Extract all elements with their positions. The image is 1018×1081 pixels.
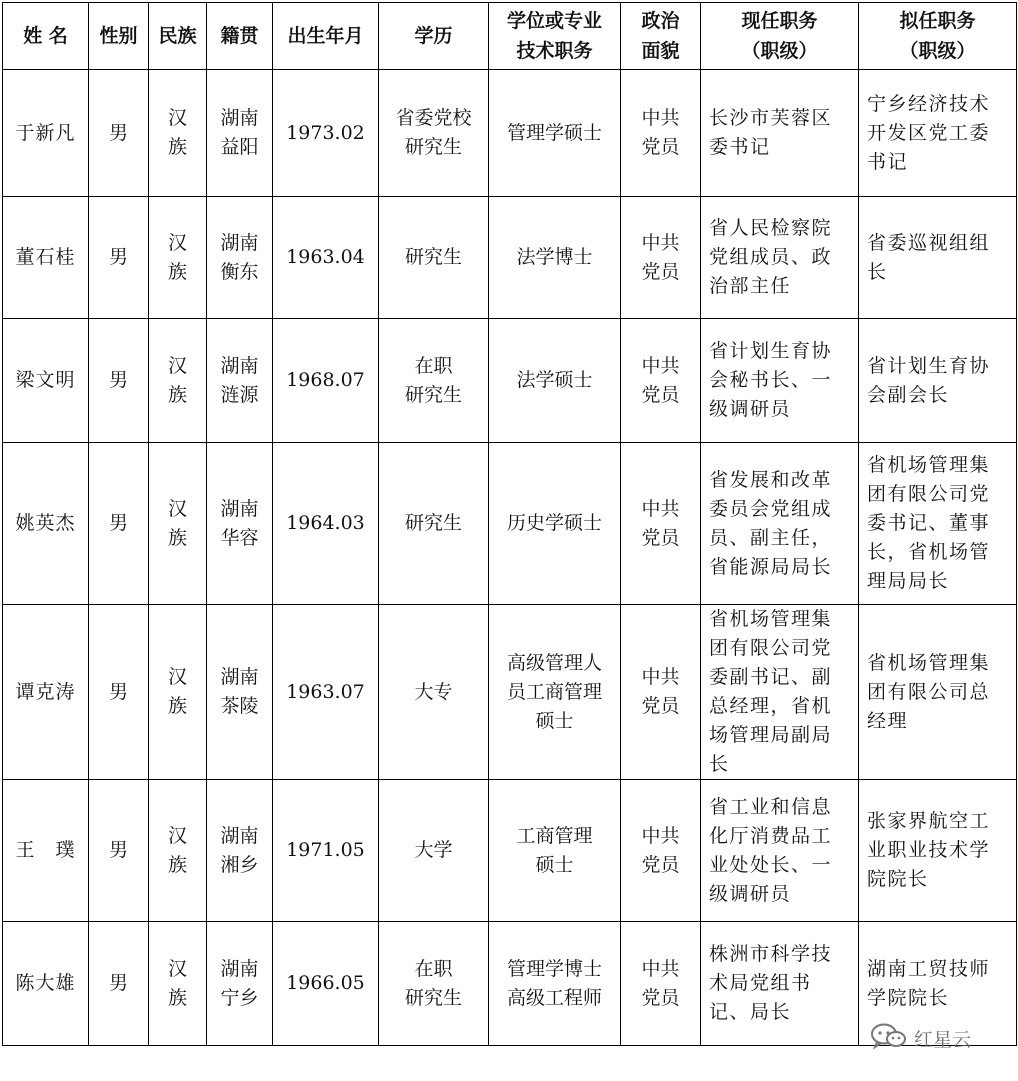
cell-education: 在职 研究生 (379, 922, 489, 1046)
table-row (3, 197, 1017, 319)
cell-current-position: 省计划生育协 会秘书长、一 级调研员 (701, 319, 859, 443)
cell-degree: 管理学硕士 (489, 70, 621, 197)
cell-party: 中共 党员 (621, 197, 701, 319)
cell-ethnicity: 汉 族 (149, 922, 207, 1046)
cell-origin: 湖南 茶陵 (207, 605, 273, 780)
cell-education: 大学 (379, 780, 489, 922)
cell-party: 中共 党员 (621, 319, 701, 443)
cell-gender: 男 (89, 443, 149, 605)
cell-party: 中共 党员 (621, 70, 701, 197)
table-row (3, 70, 1017, 197)
cell-ethnicity: 汉 族 (149, 605, 207, 780)
cell-birth: 1971.05 (273, 780, 379, 922)
header-current-position: 现任职务 （职级） (701, 3, 859, 70)
cell-party: 中共 党员 (621, 443, 701, 605)
cell-name: 王 璞 (3, 780, 89, 922)
cell-origin: 湖南 衡东 (207, 197, 273, 319)
cell-birth: 1968.07 (273, 319, 379, 443)
cell-gender: 男 (89, 922, 149, 1046)
cell-gender: 男 (89, 197, 149, 319)
header-birth: 出生年月 (273, 3, 379, 70)
cell-current-position: 长沙市芙蓉区 委书记 (701, 70, 859, 197)
cell-education: 研究生 (379, 443, 489, 605)
cell-education: 在职 研究生 (379, 319, 489, 443)
cell-degree: 工商管理 硕士 (489, 780, 621, 922)
table-row (3, 922, 1017, 1046)
cell-education: 研究生 (379, 197, 489, 319)
cell-gender: 男 (89, 605, 149, 780)
cell-ethnicity: 汉 族 (149, 443, 207, 605)
header-proposed-position: 拟任职务 （职级） (859, 3, 1017, 70)
cell-birth: 1966.05 (273, 922, 379, 1046)
cell-proposed-position: 省委巡视组组 长 (859, 197, 1017, 319)
cell-ethnicity: 汉 族 (149, 197, 207, 319)
cell-current-position: 省发展和改革 委员会党组成 员、副主任， 省能源局局长 (701, 443, 859, 605)
cell-name: 于新凡 (3, 70, 89, 197)
cell-gender: 男 (89, 780, 149, 922)
cell-name: 谭克涛 (3, 605, 89, 780)
header-degree: 学位或专业 技术职务 (489, 3, 621, 70)
cell-origin: 湖南 涟源 (207, 319, 273, 443)
table-row (3, 780, 1017, 922)
cell-gender: 男 (89, 319, 149, 443)
cell-origin: 湖南 华容 (207, 443, 273, 605)
cell-origin: 湖南 宁乡 (207, 922, 273, 1046)
cell-current-position: 株洲市科学技 术局党组书 记、局长 (701, 922, 859, 1046)
cell-name: 姚英杰 (3, 443, 89, 605)
header-origin: 籍贯 (207, 3, 273, 70)
cell-party: 中共 党员 (621, 780, 701, 922)
appointment-table (2, 2, 1017, 1046)
cell-birth: 1963.07 (273, 605, 379, 780)
cell-party: 中共 党员 (621, 922, 701, 1046)
header-gender: 性别 (89, 3, 149, 70)
cell-education: 大专 (379, 605, 489, 780)
cell-proposed-position: 湖南工贸技师 学院院长 (859, 922, 1017, 1046)
cell-ethnicity: 汉 族 (149, 319, 207, 443)
header-name: 姓 名 (3, 3, 89, 70)
cell-degree: 管理学博士 高级工程师 (489, 922, 621, 1046)
table-row (3, 319, 1017, 443)
cell-degree: 历史学硕士 (489, 443, 621, 605)
cell-proposed-position: 张家界航空工 业职业技术学 院院长 (859, 780, 1017, 922)
cell-ethnicity: 汉 族 (149, 70, 207, 197)
cell-birth: 1964.03 (273, 443, 379, 605)
cell-education: 省委党校 研究生 (379, 70, 489, 197)
cell-gender: 男 (89, 70, 149, 197)
cell-current-position: 省工业和信息 化厅消费品工 业处处长、一 级调研员 (701, 780, 859, 922)
cell-birth: 1963.04 (273, 197, 379, 319)
table-row (3, 605, 1017, 780)
wechat-icon (870, 1022, 908, 1055)
cell-name: 梁文明 (3, 319, 89, 443)
cell-ethnicity: 汉 族 (149, 780, 207, 922)
cell-proposed-position: 宁乡经济技术 开发区党工委 书记 (859, 70, 1017, 197)
cell-current-position: 省人民检察院 党组成员、政 治部主任 (701, 197, 859, 319)
cell-party: 中共 党员 (621, 605, 701, 780)
cell-proposed-position: 省机场管理集 团有限公司总 经理 (859, 605, 1017, 780)
table-row (3, 443, 1017, 605)
cell-birth: 1973.02 (273, 70, 379, 197)
cell-proposed-position: 省计划生育协 会副会长 (859, 319, 1017, 443)
watermark-text: 红星云 (914, 1029, 972, 1051)
cell-degree: 法学博士 (489, 197, 621, 319)
cell-origin: 湖南 益阳 (207, 70, 273, 197)
header-education: 学历 (379, 3, 489, 70)
header-party: 政治 面貌 (621, 3, 701, 70)
header-ethnicity: 民族 (149, 3, 207, 70)
cell-current-position: 省机场管理集 团有限公司党 委副书记、副 总经理，省机 场管理局副局 长 (701, 605, 859, 780)
cell-degree: 法学硕士 (489, 319, 621, 443)
cell-origin: 湖南 湘乡 (207, 780, 273, 922)
cell-degree: 高级管理人 员工商管理 硕士 (489, 605, 621, 780)
cell-proposed-position: 省机场管理集 团有限公司党 委书记、董事 长，省机场管 理局局长 (859, 443, 1017, 605)
cell-name: 董石桂 (3, 197, 89, 319)
header-row (3, 3, 1017, 70)
cell-name: 陈大雄 (3, 922, 89, 1046)
watermark (870, 1022, 971, 1055)
